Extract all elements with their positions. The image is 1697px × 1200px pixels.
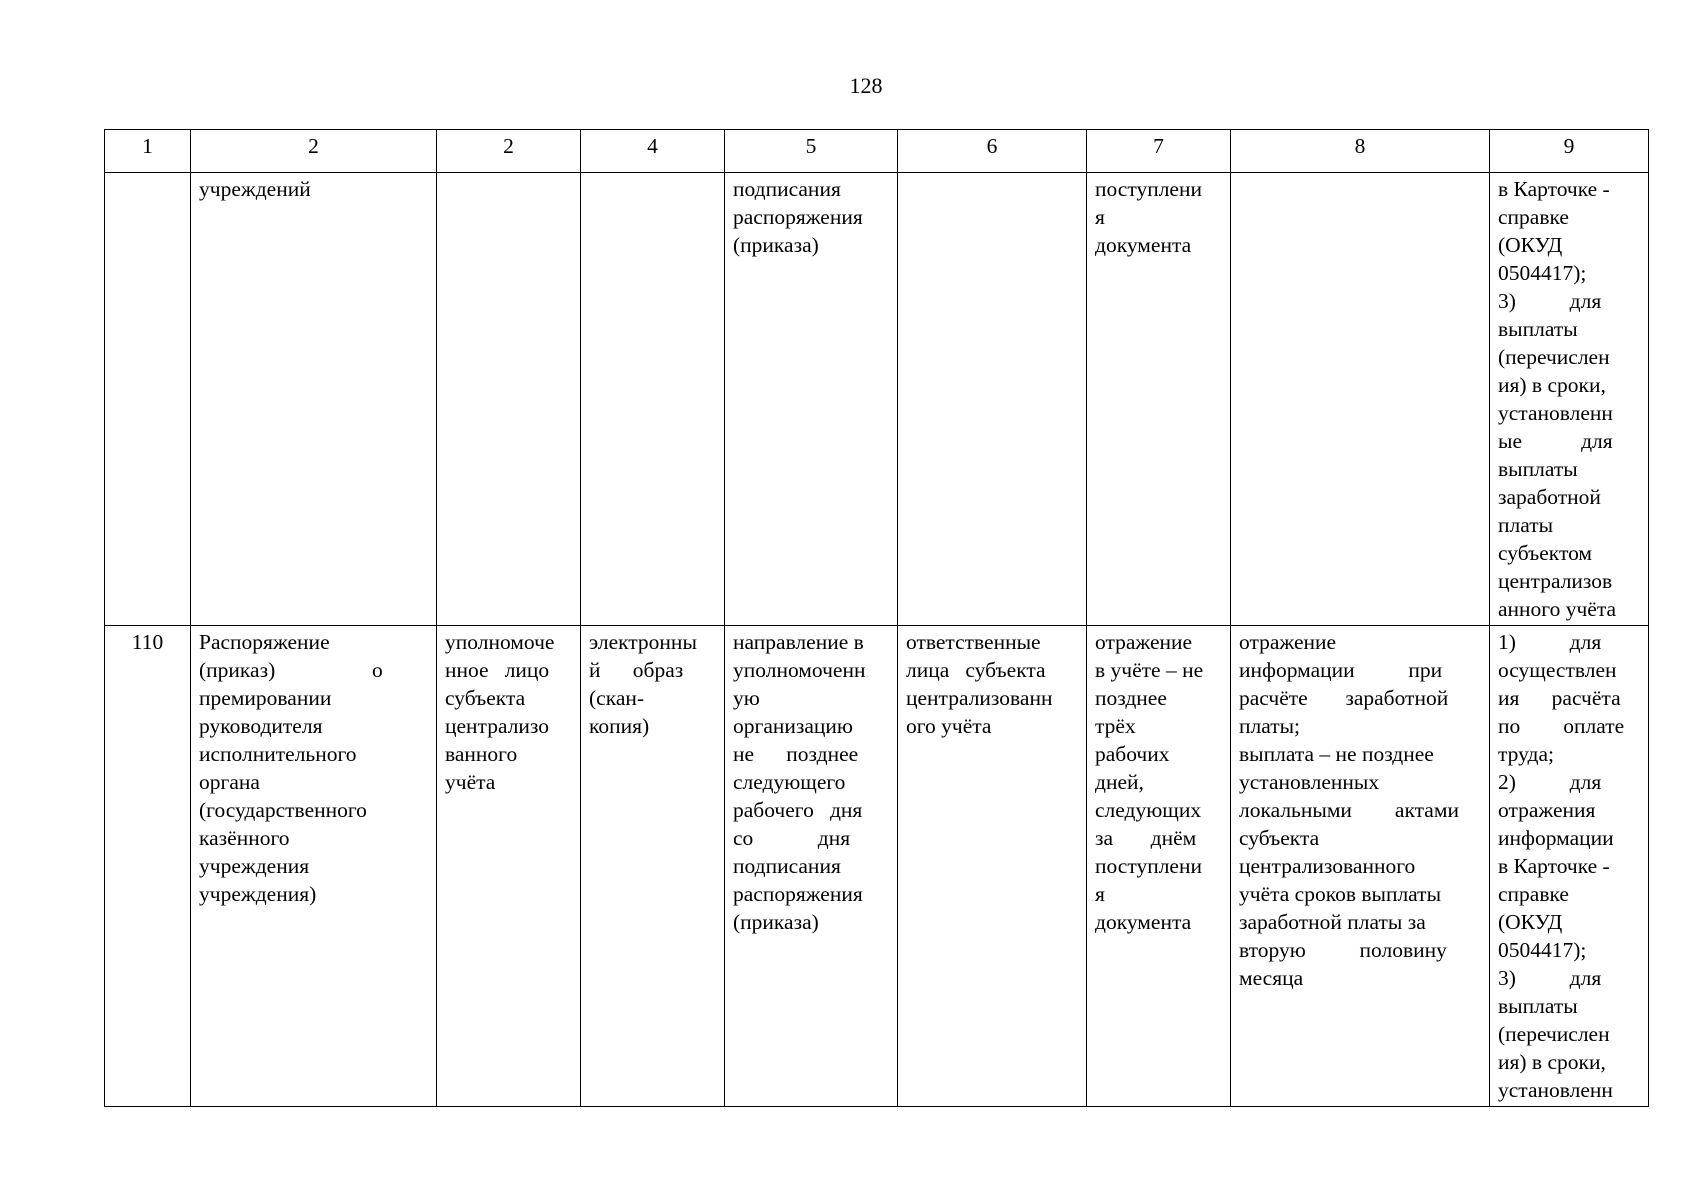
cell-text-line: 3) для <box>1498 289 1602 313</box>
cell-text-line: уполномоченн <box>733 658 866 682</box>
cell-text-line: отражения <box>1498 798 1596 822</box>
cell-text-line: 3) для <box>1498 966 1602 990</box>
cell-text-line: позднее <box>1095 686 1167 710</box>
cell-text-line: казённого <box>199 826 290 850</box>
cell-text-line: информации <box>1498 826 1614 850</box>
cell-text-line: документа <box>1095 233 1192 257</box>
cell-text-line: (государственного <box>199 798 367 822</box>
cell-text-line: следующих <box>1095 798 1202 822</box>
cell-text-line: я <box>1095 882 1105 906</box>
cell-text-line: (приказа) <box>733 233 819 257</box>
cell-text-line: месяца <box>1239 966 1304 990</box>
header-cell: 9 <box>1490 130 1649 173</box>
table-cell-responsible <box>437 173 581 626</box>
cell-text-line: субъекта <box>445 686 526 710</box>
cell-text-line: поступлени <box>1095 177 1202 201</box>
header-cell: 2 <box>191 130 437 173</box>
cell-text-line: в учёте – не <box>1095 658 1204 682</box>
table-cell-number <box>105 173 191 626</box>
document-table <box>104 129 1649 1107</box>
cell-text-line: заработной <box>1498 485 1601 509</box>
cell-text-line: нное лицо <box>445 658 550 682</box>
cell-text-line: исполнительного <box>199 742 357 766</box>
header-cell: 1 <box>105 130 191 173</box>
cell-text-line: труда; <box>1498 742 1554 766</box>
header-cell: 8 <box>1231 130 1490 173</box>
cell-text-line: выплаты <box>1498 317 1578 341</box>
cell-text-line: платы <box>1498 513 1554 537</box>
cell-text-line: электронны <box>589 630 697 654</box>
table-header-row <box>105 130 1649 173</box>
cell-text-line: информации при <box>1239 658 1443 682</box>
cell-text-line: распоряжения <box>733 205 863 229</box>
cell-text-line: следующего <box>733 770 846 794</box>
cell-text-line: не позднее <box>733 742 859 766</box>
cell-text-line: копия) <box>589 714 650 738</box>
table-cell-responsible <box>437 626 581 1107</box>
cell-text-line: справке <box>1498 205 1569 229</box>
cell-text-line: платы; <box>1239 714 1301 738</box>
cell-text-line: 1) для <box>1498 630 1602 654</box>
cell-text-line: локальными актами <box>1239 798 1459 822</box>
cell-text-line: ую <box>733 686 760 710</box>
table-row <box>105 626 1649 1107</box>
cell-text-line: установленн <box>1498 1078 1613 1102</box>
table-cell-accounting <box>1087 626 1231 1107</box>
cell-text-line: лица субъекта <box>906 658 1046 682</box>
cell-text-line: по оплате <box>1498 714 1625 738</box>
cell-text-line: справке <box>1498 882 1569 906</box>
table-row <box>105 173 1649 626</box>
table-cell-form <box>581 173 725 626</box>
table-cell-processing <box>1231 173 1490 626</box>
table-cell-deadline <box>725 626 898 1107</box>
cell-text-line: анного учёта <box>1498 597 1617 621</box>
table-cell-deadline <box>725 173 898 626</box>
cell-text-line: учреждений <box>199 177 311 201</box>
page-number: 128 <box>849 73 883 98</box>
cell-text-line: централизов <box>1498 569 1613 593</box>
cell-text-line: выплаты <box>1498 457 1578 481</box>
cell-text-line: рабочих <box>1095 742 1170 766</box>
cell-text-line: в Карточке - <box>1498 854 1610 878</box>
cell-text-line: учреждения) <box>199 882 317 906</box>
cell-text-line: руководителя <box>199 714 323 738</box>
cell-text-line: ответственные <box>906 630 1041 654</box>
cell-text-line: я <box>1095 205 1105 229</box>
cell-text-line: учёта сроков выплаты <box>1239 882 1442 906</box>
cell-text-line: выплата – не позднее <box>1239 742 1434 766</box>
header-cell: 6 <box>898 130 1087 173</box>
cell-text-line: 0504417); <box>1498 938 1587 962</box>
header-cell: 7 <box>1087 130 1231 173</box>
cell-text-line: ого учёта <box>906 714 992 738</box>
cell-text-line: заработной платы за <box>1239 910 1426 934</box>
header-cell: 5 <box>725 130 898 173</box>
cell-text-line: учреждения <box>199 854 310 878</box>
header-cell: 2 <box>437 130 581 173</box>
cell-text-line: (ОКУД <box>1498 910 1563 934</box>
cell-text-line: рабочего дня <box>733 798 863 822</box>
cell-text-line: (перечислен <box>1498 345 1610 369</box>
cell-text-line: ия расчёта <box>1498 686 1621 710</box>
table-cell-document <box>191 173 437 626</box>
cell-text-line: субъекта <box>1239 826 1320 850</box>
cell-text-line: й образ <box>589 658 684 682</box>
cell-text-line: ия) в сроки, <box>1498 373 1606 397</box>
table-cell-number: 110 <box>105 626 191 1107</box>
cell-text-line: (ОКУД <box>1498 233 1563 257</box>
cell-text-line: (приказа) <box>733 910 819 934</box>
cell-text-line: в Карточке - <box>1498 177 1610 201</box>
cell-text-line: субъектом <box>1498 541 1593 565</box>
cell-text-line: установленных <box>1239 770 1380 794</box>
cell-text-line: уполномоче <box>445 630 555 654</box>
table-cell-form <box>581 626 725 1107</box>
cell-text-line: направление в <box>733 630 864 654</box>
cell-text-line: со дня <box>733 826 851 850</box>
cell-text-line: расчёте заработной <box>1239 686 1449 710</box>
table-cell-accounting <box>1087 173 1231 626</box>
cell-text-line: за днём <box>1095 826 1197 850</box>
cell-text-line: вторую половину <box>1239 938 1447 962</box>
table-cell-recipient <box>898 626 1087 1107</box>
cell-text-line: выплаты <box>1498 994 1578 1018</box>
cell-text-line: подписания <box>733 854 841 878</box>
cell-text-line: установленн <box>1498 401 1613 425</box>
table-cell-recipient <box>898 173 1087 626</box>
table-cell-document <box>191 626 437 1107</box>
cell-text-line: централизованного <box>1239 854 1416 878</box>
table-cell-processing <box>1231 626 1490 1107</box>
cell-text-line: распоряжения <box>733 882 863 906</box>
cell-text-line: подписания <box>733 177 841 201</box>
cell-text-line: (перечислен <box>1498 1022 1610 1046</box>
table-cell-purpose <box>1490 626 1649 1107</box>
cell-text-line: централизованн <box>906 686 1053 710</box>
cell-text-line: (приказ) о <box>199 658 383 682</box>
cell-text-line: поступлени <box>1095 854 1202 878</box>
cell-text-line: организацию <box>733 714 853 738</box>
cell-text-line: Распоряжение <box>199 630 330 654</box>
cell-text-line: 2) для <box>1498 770 1602 794</box>
header-cell: 4 <box>581 130 725 173</box>
cell-text-line: отражение <box>1239 630 1337 654</box>
cell-text-line: 0504417); <box>1498 261 1587 285</box>
cell-text-line: премировании <box>199 686 332 710</box>
cell-text-line: документа <box>1095 910 1192 934</box>
cell-text-line: (скан- <box>589 686 645 710</box>
cell-text-line: централизо <box>445 714 550 738</box>
cell-text-line: учёта <box>445 770 496 794</box>
cell-text-line: трёх <box>1095 714 1136 738</box>
table-cell-purpose <box>1490 173 1649 626</box>
cell-text-line: ванного <box>445 742 518 766</box>
cell-text-line: осуществлен <box>1498 658 1617 682</box>
cell-text-line: ия) в сроки, <box>1498 1050 1606 1074</box>
cell-text-line: отражение <box>1095 630 1193 654</box>
cell-text-line: дней, <box>1095 770 1144 794</box>
cell-text-line: ые для <box>1498 429 1613 453</box>
cell-text-line: органа <box>199 770 260 794</box>
